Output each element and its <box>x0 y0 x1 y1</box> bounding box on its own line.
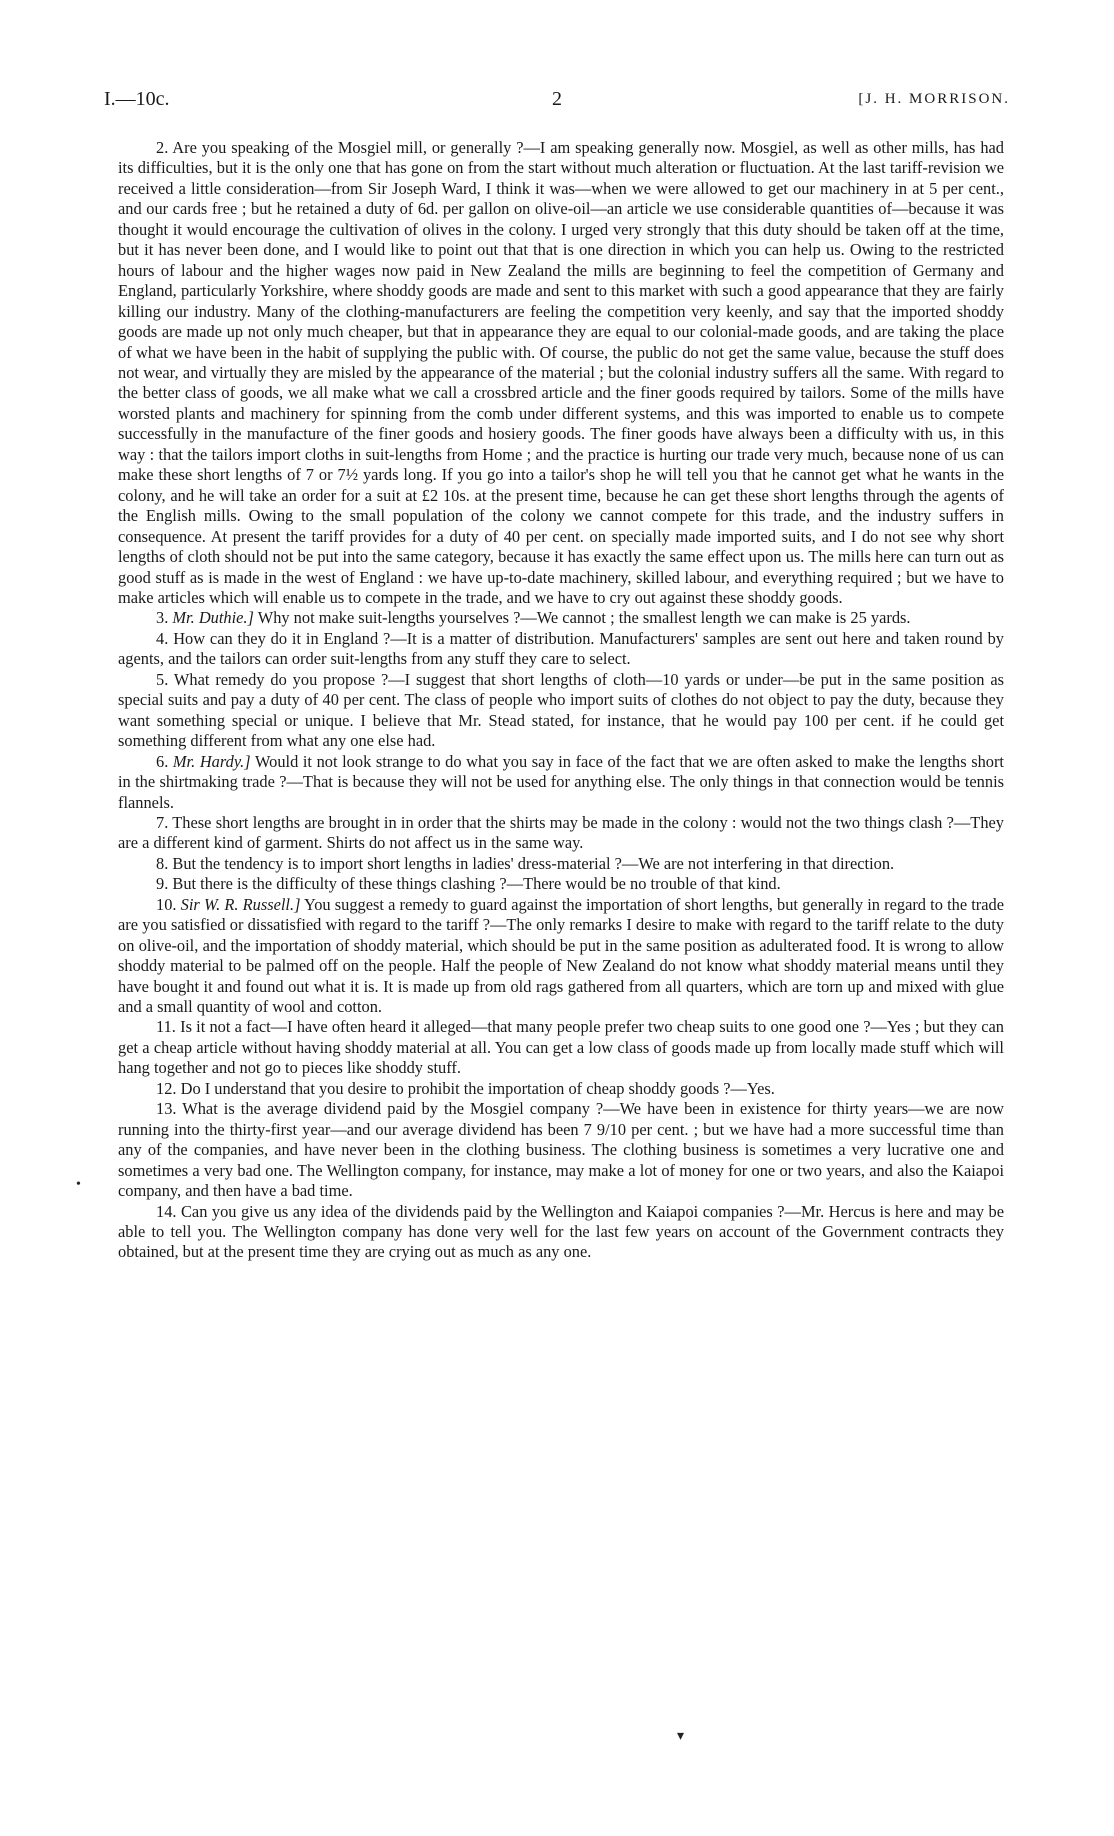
paragraph-12 <box>118 1079 1004 1099</box>
question-number: 14. <box>156 1201 177 1221</box>
speaker-label: Mr. Hardy.] <box>172 751 251 771</box>
paragraph-10 <box>118 895 1004 1018</box>
paragraph-6 <box>118 752 1004 813</box>
margin-dot-mark: • <box>76 1177 81 1192</box>
question-number: 2. <box>156 138 169 157</box>
paragraph-text: Is it not a fact—I have often heard it alleged—that many people prefer two cheap suits to one good one ?—Yes ; but they can get a cheap article without having shoddy material at all. You can get a low class of goods made up from locally made stuff which will hang together and not go to pieces like shoddy stuff. <box>118 1017 1004 1078</box>
witness-name: [J. H. MORRISON. <box>858 91 1010 107</box>
paragraph-5 <box>118 670 1004 752</box>
question-number: 10. <box>156 894 177 914</box>
paragraph-14 <box>118 1202 1004 1263</box>
paragraph-8 <box>118 854 1004 874</box>
question-number: 11. <box>156 1017 176 1037</box>
speaker-label: Mr. Duthie.] <box>172 608 254 628</box>
paragraph-text: But the tendency is to import short lengths in ladies' dress-material ?—We are not interfering in that direction. <box>172 853 895 873</box>
paragraph-text: How can they do it in England ?—It is a matter of distribution. Manufacturers' samples are sent out here and taken round by agents, and the tailors can order suit-lengths from any stuff they care to select. <box>118 628 1004 669</box>
paragraph-text: What is the average dividend paid by the Mosgiel company ?—We have been in existence for thirty years—we are now running into the thirty-first year—and our average dividend has been 7 9/10 per cent. ; but we have had a more successful time than any of the companies, and have never been in the clothing business. The clothing business is sometimes a very lucrative one and sometimes a very bad one. The Wellington company, for instance, may make a lot of money for one or two years, and also the Kaiapoi company, and then have a bad time. <box>118 1099 1005 1201</box>
paragraph-text: Why not make suit-lengths yourselves ?—We cannot ; the smallest length we can make is 25 yards. <box>257 608 911 628</box>
paragraph-text: But there is the difficulty of these things clashing ?—There would be no trouble of that kind. <box>172 874 781 894</box>
paragraph-text: Can you give us any idea of the dividends paid by the Wellington and Kaiapoi companies ?—Mr. Hercus is here and may be able to tell you. The Wellington company has done very well for the last few years on account of the Government contracts they obtained, but at the present time they are crying out as much as any one. <box>118 1201 1004 1262</box>
footer-dot-mark: ▾ <box>677 1729 685 1744</box>
paragraph-3 <box>118 608 1004 628</box>
question-number: 7. <box>156 812 169 832</box>
document-reference: I.—10c. <box>104 88 170 110</box>
question-number: 13. <box>156 1099 177 1119</box>
paragraph-4 <box>118 629 1004 670</box>
paragraph-9 <box>118 874 1004 894</box>
paragraph-text: You suggest a remedy to guard against the importation of short lengths, but generally in regard to the trade are you satisfied or dissatisfied with regard to the tariff ?—The only remarks I desire to make with regard to the tariff relate to the duty on olive-oil, and the importation of shoddy material, which should be put in the same position as adulterated food. It is wrong to allow shoddy material to be palmed off on the people. Half the people of New Zealand do not know what shoddy material means until they have bought it and found out what it is. It is made up from old rags gathered from all quarters, which are torn up and mixed with glue and a small quantity of wool and cotton. <box>118 894 1005 1017</box>
testimony-body <box>118 138 1004 1263</box>
page-header <box>104 88 1010 118</box>
question-number: 6. <box>156 751 169 771</box>
paragraph-2 <box>118 138 1004 608</box>
paragraph-text: Are you speaking of the Mosgiel mill, or generally ?—I am speaking generally now. Mosgiel, as well as other mills, has had its difficulties, but it is the only one that has gone on from the start without much alteration or fluctuation. At the last tariff-revision we received a little consideration—from Sir Joseph Ward, I think it was—when we were allowed to get our machinery in at 5 per cent., and our cards free ; but he retained a duty of 6d. per gallon on olive-oil—an article we use considerable quantities of—because it was thought it would encourage the cultivation of olives in the colony. I urged very strongly that this duty should be taken off at the time, but it has never been done, and I would like to point out that that is one direction in which you can help us. Owing to the restricted hours of labour and the higher wages now paid in New Zealand the mills are beginning to feel the competition of Germany and England, particularly Yorkshire, where shoddy goods are made and sent to this market with such a good appearance that they are fairly killing our industry. Many of the clothing-manufacturers are feeling the competition very keenly, and say that the imported shoddy goods are made up not only much cheaper, but that in appearance they are equal to our colonial-made goods, and are taking the place of what we have been in the habit of supplying the public with. Of course, the public do not get the same value, because the stuff does not wear, and virtually they are misled by the appearance of the material ; but the colonial industry suffers all the same. With regard to the better class of goods, we all make what we call a crossbred article and the finer goods required by tailors. Some of the mills have worsted plants and machinery for spinning from the comb under different systems, and this was imported to enable us to compete successfully in the manufacture of the finer goods and hosiery goods. The finer goods have always been a difficulty with us, in this way : that the tailors import cloths in suit-lengths from Home ; and the practice is hurting our trade very much, because none of us can make these short lengths of 7 or 7½ yards long. If you go into a tailor's shop he will tell you that he cannot get what he wants in the colony, and he will take an order for a suit at £2 10s. at the present time, because he can get these short lengths through the agents of the English mills. Owing to the small population of the colony we cannot compete for this trade, and the industry suffers in consequence. At present the tariff provides for a duty of 40 per cent. on specially made imported suits, and I do not see why short lengths of cloth should not be put into the same category, because it has exactly the same effect upon us. The mills here can turn out as good stuff as is made in the west of England : we have up-to-date machinery, skilled labour, and everything required ; but we have to make articles which will enable us to compete in the trade, and we have to cry out against these shoddy goods. <box>118 138 1004 607</box>
question-number: 12. <box>156 1078 177 1098</box>
paragraph-text: These short lengths are brought in in order that the shirts may be made in the colony : would not the two things clash ?—They are a different kind of garment. Shirts do not affect us in the same way. <box>118 812 1004 853</box>
paragraph-13 <box>118 1099 1004 1201</box>
question-number: 4. <box>156 628 169 648</box>
question-number: 8. <box>156 853 169 873</box>
question-number: 3. <box>156 608 169 628</box>
question-number: 9. <box>156 874 169 894</box>
paragraph-text: What remedy do you propose ?—I suggest that short lengths of cloth—10 yards or under—be put in the same position as special suits and pay a duty of 40 per cent. The class of people who import suits of clothes do not object to pay the duty, because they want something special or unique. I believe that Mr. Stead stated, for instance, that he would pay 100 per cent. if he could get something different from what any one else had. <box>118 669 1004 751</box>
paragraph-text: Do I understand that you desire to prohibit the importation of cheap shoddy goods ?—Yes. <box>180 1078 775 1098</box>
paragraph-7 <box>118 813 1004 854</box>
paragraph-11 <box>118 1017 1004 1078</box>
paragraph-text: Would it not look strange to do what you say in face of the fact that we are often asked to make the lengths short in the shirtmaking trade ?—That is because they will not be used for anything else. The only things in that connection would be tennis flannels. <box>118 751 1004 812</box>
question-number: 5. <box>156 669 169 689</box>
page-number: 2 <box>552 88 562 110</box>
speaker-label: Sir W. R. Russell.] <box>180 894 301 914</box>
